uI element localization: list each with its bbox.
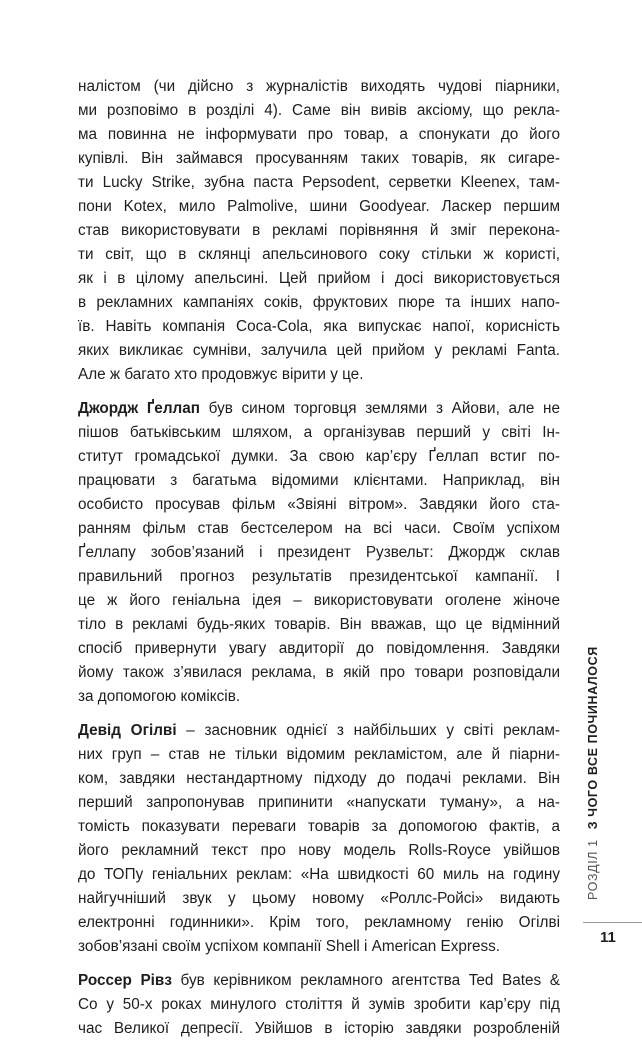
- text-line: працювати з багатьма відомими клієнтами. Наприклад, він: [78, 472, 560, 489]
- text-line: налістом (чи дійсно з журналістів виходять чудові піарники,: [78, 78, 560, 95]
- text-line: зобов’язані своїм успіхом компанії Shell і American Express.: [78, 938, 501, 955]
- footer-rule: [583, 922, 642, 923]
- person-name: Джордж Ґеллап: [78, 400, 201, 417]
- text-line: особисто просував фільм «Звіяні вітром». Завдяки його ста-: [78, 496, 560, 513]
- body-text: [78, 75, 560, 1041]
- text-fragment: був сином торговця землями з Айови, але не: [200, 400, 560, 417]
- text-line: це ж його геніальна ідея – використовувати оголене жіноче: [78, 592, 560, 609]
- text-line: ми розповімо в розділі 4). Саме він вивів аксіому, що рекла-: [78, 102, 560, 119]
- text-line: ма повинна не інформувати про товар, а спонукати до його: [78, 126, 560, 143]
- text-line: за допомогою коміксів.: [78, 688, 241, 705]
- text-line: найгучніший звук у цьому новому «Роллс-Ройсі» видають: [78, 890, 560, 907]
- text-line: Ґеллапу зобов’язаний і президент Рузвельт: Джордж склав: [78, 544, 560, 561]
- text-line: [78, 397, 560, 421]
- paragraph-continued: [78, 75, 560, 387]
- chapter-label: РОЗДІЛ 1: [586, 839, 600, 900]
- person-name: Россер Рівз: [78, 972, 172, 989]
- text-line: ком, завдяки нестандартному підходу до подачі реклами. Він: [78, 770, 560, 787]
- text-line: спосіб привернути увагу авдиторії до повідомлення. Завдяки: [78, 640, 560, 657]
- text-line: їв. Навіть компанія Coca-Cola, яка випускає напої, корисність: [78, 318, 560, 335]
- text-line: йому також з’явилася реклама, в якій про товари розповідали: [78, 664, 560, 681]
- text-line: ранням фільм став бестселером на всі часи. Своїм успіхом: [78, 520, 560, 537]
- chapter-title: З ЧОГО ВСЕ ПОЧИНАЛОСЯ: [586, 646, 600, 830]
- text-line: яких викликає сумніви, залучила цей прийом у рекламі Fanta.: [78, 342, 560, 359]
- paragraph-gallup: [78, 397, 560, 709]
- text-line: ти Lucky Strike, зубна паста Pepsodent, серветки Kleenex, там-: [78, 174, 560, 191]
- text-line: ти світ, що в склянці апельсинового соку стільки ж користі,: [78, 246, 560, 263]
- text-line: до ТОПу геніальних реклам: «На швидкості 60 миль на годину: [78, 866, 560, 883]
- chapter-sidebar: [584, 640, 602, 900]
- text-line: Co у 50-х роках минулого століття й зумів зробити кар’єру під: [78, 996, 560, 1013]
- text-line: тіло в рекламі будь-яких товарів. Він вважав, що це відмінний: [78, 616, 560, 633]
- page-number: 11: [600, 929, 616, 946]
- person-name: Девід Огілві: [78, 722, 177, 739]
- text-line: пішов батьківським шляхом, а організував перший у світі Ін-: [78, 424, 560, 441]
- text-line: Але ж багато хто продовжує вірити у це.: [78, 366, 364, 383]
- text-line: його рекламний текст про нову модель Rolls-Royce увійшов: [78, 842, 560, 859]
- text-line: ститут громадської думки. За свою кар’єру Ґеллап встиг по-: [78, 448, 560, 465]
- text-line: [78, 719, 560, 743]
- text-line: них груп – став не тільки відомим рекламістом, але й піарни-: [78, 746, 560, 763]
- text-line: [78, 969, 560, 993]
- text-line: правильний прогноз результатів президентської кампанії. І: [78, 568, 560, 585]
- text-line: перший запропонував припинити «напускати туману», а на-: [78, 794, 560, 811]
- text-line: став використовувати в рекламі порівняння й зміг переконa-: [78, 222, 560, 239]
- paragraph-reeves: [78, 969, 560, 1041]
- text-line: час Великої депресії. Увійшов в історію завдяки розробленій: [78, 1020, 560, 1037]
- text-line: електронні годинники». Крім того, рекламному генію Огілві: [78, 914, 560, 931]
- text-line: купівлі. Він займався просуванням таких товарів, як сигаре-: [78, 150, 560, 167]
- text-fragment: – засновник однієї з найбільших у світі реклам-: [176, 722, 560, 739]
- text-line: пони Kotex, мило Palmolive, шини Goodyear. Ласкер першим: [78, 198, 560, 215]
- paragraph-ogilvy: [78, 719, 560, 959]
- text-line: в рекламних кампаніях соків, фруктових пюре та інших напо-: [78, 294, 560, 311]
- text-line: томість показувати переваги товарів за допомогою фактів, а: [78, 818, 560, 835]
- text-line: як і в цілому апельсині. Цей прийом і досі використовується: [78, 270, 560, 287]
- text-fragment: був керівником рекламного агентства Ted Bates &: [171, 972, 560, 989]
